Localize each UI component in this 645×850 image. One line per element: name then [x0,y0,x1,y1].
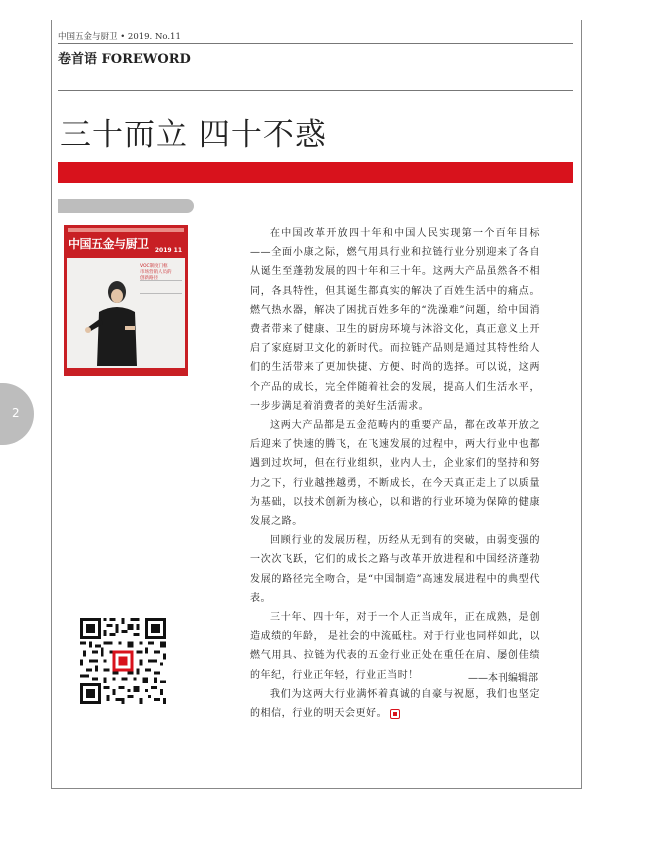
article-signature: ——本刊编辑部 [468,673,538,684]
qr-code-icon[interactable] [80,618,166,704]
header-rule [58,43,573,44]
cover-headline: VOC制度门框 市场营销人员的 创新路径 [140,264,172,281]
paragraph-2: 这两大产品都是五金范畴内的重要产品，都在改革开放之后迎来了快速的腾飞，在飞速发展的过程中，两大行业中也都遇到过坎坷，但在行业组织，业内人士，企业家们的坚持和努力之下，行业越挫越勇，不断成长，在今天真正走上了以质量为基础，以技术创新为核心，以和谐的行业环境为保障的健康发展之路。 [250,420,540,528]
running-head: 中国五金与厨卫 • 2019. No.11 [58,32,181,42]
cover-subtext-block [140,280,182,294]
cover-top-strip [68,228,184,232]
red-banner-bar [58,162,573,183]
paragraph-3: 回顾行业的发展历程，历经从无到有的突破，由弱变强的一次次飞跃，它们的成长之路与改革开放进程和中国经济蓬勃发展的路径完全吻合，是“中国制造”高速发展进程中的典型代表。 [250,535,540,604]
cover-issue: 2019 11 [154,247,182,254]
speaker-figure-icon [85,278,145,366]
article-body [250,224,540,723]
section-label: 卷首语 FOREWORD [58,52,191,67]
magazine-cover-image [64,225,188,376]
paragraph-5-text: 我们为这两大行业满怀着真诚的自豪与祝愿，我们也坚定的相信，行业的明天会更好。 [250,688,540,720]
grey-tab-bar [58,199,194,213]
page-number: 2 [12,406,20,420]
paragraph-4: 三十年、四十年，对于一个人正当成年，正在成熟，是创造成绩的年龄， 是社会的中流砥柱。对于行业也同样如此，以燃气用具、拉链为代表的五金行业正处在重任在肩、屡创佳绩的年纪，行业正年轻，行业正当时！ [250,612,540,681]
paragraph-5 [250,685,540,723]
title-rule [58,90,573,91]
paragraph-1: 在中国改革开放四十年和中国人民实现第一个百年目标——全面小康之际，燃气用具行业和拉链行业分别迎来了各自从诞生至蓬勃发展的四十年和三十年。这两大产品虽然各不相同，各具特性，但其诞生都真实的解决了百姓生活中的痛点。燃气热水器，解决了困扰百姓多年的“洗澡难”问题，给中国消费者带来了健康、卫生的厨房环境与沐浴文化，真正意义上开启了家庭厨卫文化的新时代。而拉链产品则是通过其特性给人们的生活带来了更加快捷、方便、时尚的选择。可以说，这两个产品的成长，完全伴随着社会的发展，提高人们生活水平，一步步满足着消费者的美好生活需求。 [250,228,540,412]
end-mark-icon [390,709,400,719]
article-title: 三十而立 四十不惑 [60,117,327,153]
cover-photo [67,258,185,368]
cover-masthead: 中国五金与厨卫 [68,237,149,251]
